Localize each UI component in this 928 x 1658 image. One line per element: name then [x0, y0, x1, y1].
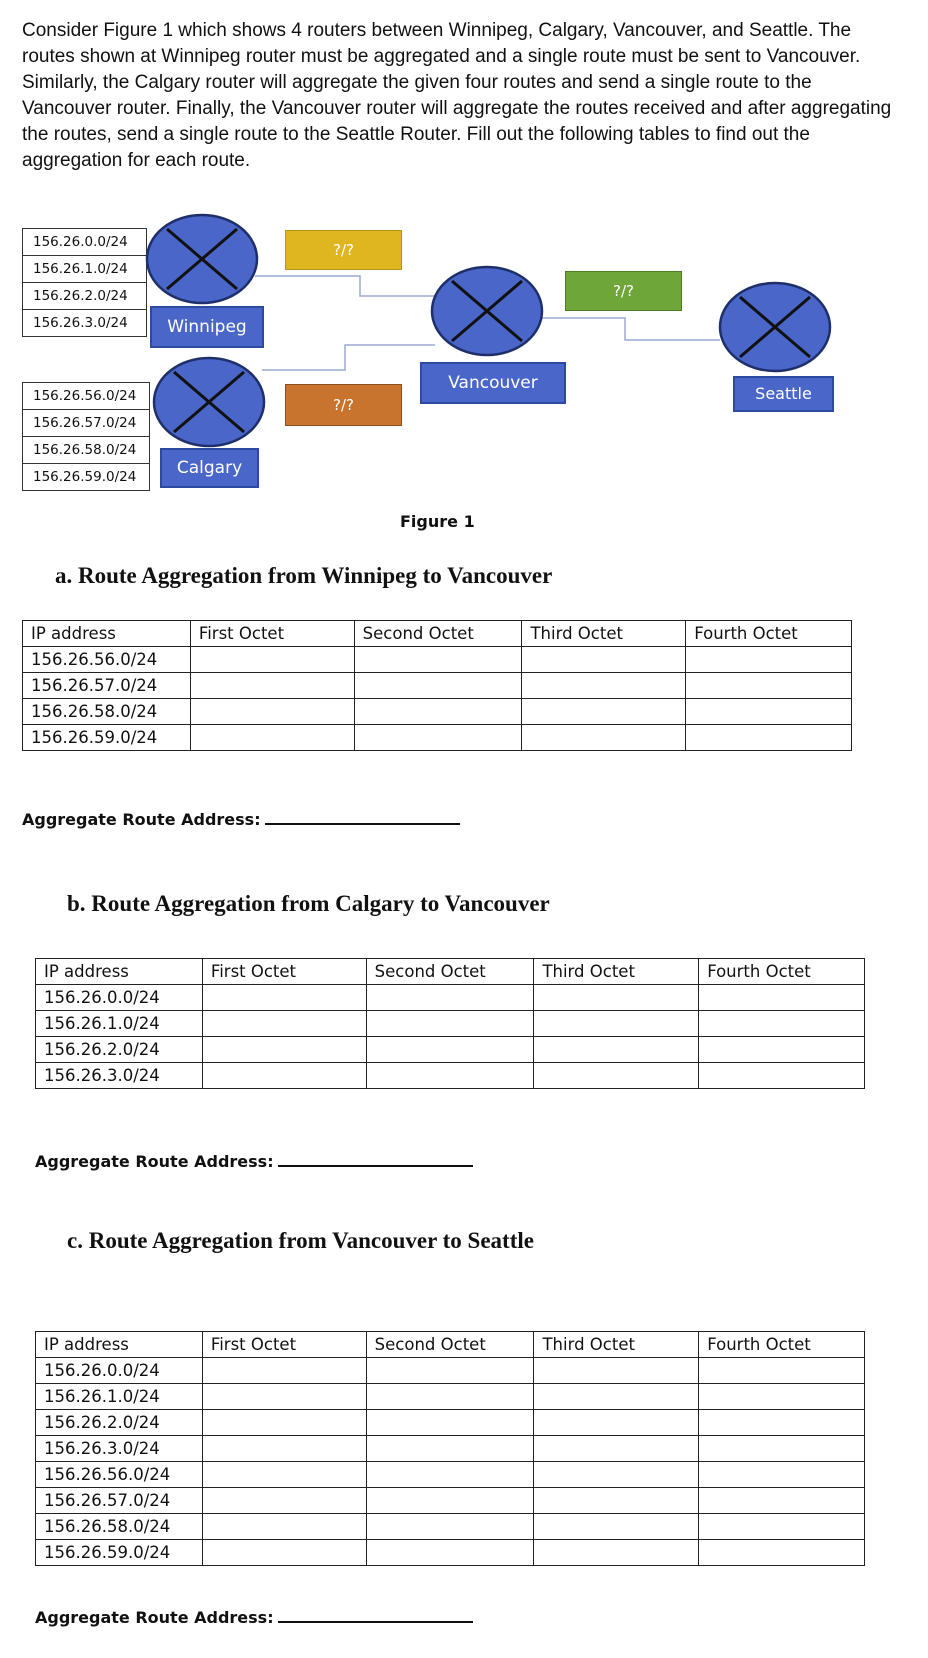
- first-octet-cell[interactable]: [202, 1011, 366, 1037]
- link-winnipeg-vancouver: [255, 276, 435, 296]
- header-third-octet: Third Octet: [534, 959, 699, 985]
- ip-address-cell: 156.26.58.0/24: [36, 1514, 203, 1540]
- header-second-octet: Second Octet: [366, 1332, 534, 1358]
- fourth-octet-cell[interactable]: [686, 673, 852, 699]
- header-ip-address: IP address: [36, 959, 203, 985]
- calgary-route: 156.26.58.0/24: [23, 437, 149, 464]
- header-third-octet: Third Octet: [534, 1332, 699, 1358]
- figure-caption: Figure 1: [400, 512, 475, 531]
- second-octet-cell[interactable]: [366, 1462, 534, 1488]
- third-octet-cell[interactable]: [534, 1462, 699, 1488]
- section-b-title: b. Route Aggregation from Calgary to Vancouver: [67, 891, 550, 916]
- table-row: [23, 699, 852, 725]
- fourth-octet-cell[interactable]: [699, 1384, 865, 1410]
- header-second-octet: Second Octet: [366, 959, 534, 985]
- third-octet-cell[interactable]: [534, 1011, 699, 1037]
- table-row: [36, 1037, 865, 1063]
- first-octet-cell[interactable]: [190, 699, 354, 725]
- section-b-aggregate: [35, 1152, 473, 1171]
- aggregate-answer-blank[interactable]: [278, 1164, 473, 1167]
- first-octet-cell[interactable]: [202, 1384, 366, 1410]
- calgary-router-icon: [152, 355, 267, 450]
- fourth-octet-cell[interactable]: [699, 985, 865, 1011]
- second-octet-cell[interactable]: [366, 1063, 534, 1089]
- first-octet-cell[interactable]: [202, 1358, 366, 1384]
- second-octet-cell[interactable]: [366, 985, 534, 1011]
- second-octet-cell[interactable]: [366, 1384, 534, 1410]
- ip-address-cell: 156.26.57.0/24: [36, 1488, 203, 1514]
- ip-address-cell: 156.26.3.0/24: [36, 1063, 203, 1089]
- aggregate-answer-blank[interactable]: [278, 1620, 473, 1623]
- fourth-octet-cell[interactable]: [699, 1063, 865, 1089]
- first-octet-cell[interactable]: [202, 1436, 366, 1462]
- third-octet-cell[interactable]: [522, 725, 686, 751]
- section-a-title: a. Route Aggregation from Winnipeg to Vancouver: [55, 563, 553, 588]
- aggregate-label: Aggregate Route Address:: [35, 1152, 274, 1171]
- table-header-row: [36, 1332, 865, 1358]
- table-row: [36, 1540, 865, 1566]
- ip-address-cell: 156.26.59.0/24: [23, 725, 191, 751]
- section-b-table: [35, 958, 865, 1089]
- intro-text: Consider Figure 1 which shows 4 routers between Winnipeg, Calgary, Vancouver, and Seattle. The routes shown at Winnipeg router must be aggregated and a single route must be sent to Vancouver. Similarly, the Calgary router will aggregate the given four routes and send a single route to the Vancouver router. Finally, the Vancouver router will aggregate the routes received and after aggregating the routes, send a single route to the Seattle Router. Fill out the following tables to find out the aggregation for each route.: [22, 20, 892, 171]
- calgary-route-list: [22, 382, 150, 491]
- winnipeg-route-list: [22, 228, 147, 337]
- first-octet-cell[interactable]: [202, 1514, 366, 1540]
- winnipeg-route: 156.26.0.0/24: [23, 229, 146, 256]
- second-octet-cell[interactable]: [366, 1436, 534, 1462]
- first-octet-cell[interactable]: [202, 1410, 366, 1436]
- first-octet-cell[interactable]: [202, 1037, 366, 1063]
- table-row: [36, 1384, 865, 1410]
- fourth-octet-cell[interactable]: [699, 1488, 865, 1514]
- second-octet-cell[interactable]: [366, 1514, 534, 1540]
- table-row: [36, 1514, 865, 1540]
- calgary-label: Calgary: [160, 448, 259, 488]
- first-octet-cell[interactable]: [202, 1488, 366, 1514]
- third-octet-cell[interactable]: [522, 673, 686, 699]
- first-octet-cell[interactable]: [190, 647, 354, 673]
- second-octet-cell[interactable]: [366, 1410, 534, 1436]
- winnipeg-aggregate-unknown: ?/?: [285, 230, 402, 270]
- header-ip-address: IP address: [23, 621, 191, 647]
- aggregate-label: Aggregate Route Address:: [22, 810, 261, 829]
- third-octet-cell[interactable]: [534, 1540, 699, 1566]
- calgary-route: 156.26.56.0/24: [23, 383, 149, 410]
- link-calgary-vancouver: [262, 345, 435, 370]
- section-a-aggregate: [22, 810, 460, 829]
- table-row: [36, 985, 865, 1011]
- ip-address-cell: 156.26.1.0/24: [36, 1011, 203, 1037]
- table-row: [36, 1358, 865, 1384]
- winnipeg-route: 156.26.2.0/24: [23, 283, 146, 310]
- second-octet-cell[interactable]: [366, 1540, 534, 1566]
- winnipeg-router-icon: [145, 212, 260, 307]
- table-row: [23, 725, 852, 751]
- ip-address-cell: 156.26.1.0/24: [36, 1384, 203, 1410]
- aggregate-label: Aggregate Route Address:: [35, 1608, 274, 1627]
- winnipeg-label: Winnipeg: [150, 306, 264, 348]
- table-row: [36, 1011, 865, 1037]
- fourth-octet-cell[interactable]: [699, 1011, 865, 1037]
- second-octet-cell[interactable]: [354, 725, 522, 751]
- ip-address-cell: 156.26.2.0/24: [36, 1037, 203, 1063]
- calgary-route: 156.26.59.0/24: [33, 469, 137, 485]
- fourth-octet-cell[interactable]: [699, 1037, 865, 1063]
- first-octet-cell[interactable]: [202, 1540, 366, 1566]
- calgary-aggregate-unknown: ?/?: [285, 384, 402, 426]
- third-octet-cell[interactable]: [522, 699, 686, 725]
- first-octet-cell[interactable]: [202, 1063, 366, 1089]
- table-header-row: [36, 959, 865, 985]
- second-octet-cell[interactable]: [354, 673, 522, 699]
- third-octet-cell[interactable]: [534, 1514, 699, 1540]
- second-octet-cell[interactable]: [354, 699, 522, 725]
- third-octet-cell[interactable]: [534, 1488, 699, 1514]
- ip-address-cell: 156.26.3.0/24: [36, 1436, 203, 1462]
- header-ip-address: IP address: [36, 1332, 203, 1358]
- table-row: [36, 1488, 865, 1514]
- seattle-router-icon: [718, 280, 833, 375]
- fourth-octet-cell[interactable]: [699, 1436, 865, 1462]
- ip-address-cell: 156.26.2.0/24: [36, 1410, 203, 1436]
- header-first-octet: First Octet: [190, 621, 354, 647]
- fourth-octet-cell[interactable]: [686, 647, 852, 673]
- third-octet-cell[interactable]: [534, 1358, 699, 1384]
- fourth-octet-cell[interactable]: [699, 1540, 865, 1566]
- table-row: [23, 647, 852, 673]
- header-first-octet: First Octet: [202, 1332, 366, 1358]
- seattle-label: Seattle: [733, 376, 834, 412]
- header-first-octet: First Octet: [202, 959, 366, 985]
- first-octet-cell[interactable]: [190, 725, 354, 751]
- fourth-octet-cell[interactable]: [699, 1462, 865, 1488]
- ip-address-cell: 156.26.59.0/24: [36, 1540, 203, 1566]
- second-octet-cell[interactable]: [354, 647, 522, 673]
- second-octet-cell[interactable]: [366, 1011, 534, 1037]
- second-octet-cell[interactable]: [366, 1488, 534, 1514]
- header-third-octet: Third Octet: [522, 621, 686, 647]
- header-fourth-octet: Fourth Octet: [699, 1332, 865, 1358]
- calgary-route: 156.26.57.0/24: [23, 410, 149, 437]
- vancouver-aggregate-unknown: ?/?: [565, 271, 682, 311]
- ip-address-cell: 156.26.58.0/24: [23, 699, 191, 725]
- ip-address-cell: 156.26.57.0/24: [23, 673, 191, 699]
- first-octet-cell[interactable]: [202, 1462, 366, 1488]
- link-vancouver-seattle: [540, 318, 720, 340]
- header-fourth-octet: Fourth Octet: [686, 621, 852, 647]
- fourth-octet-cell[interactable]: [686, 699, 852, 725]
- fourth-octet-cell[interactable]: [686, 725, 852, 751]
- third-octet-cell[interactable]: [522, 647, 686, 673]
- third-octet-cell[interactable]: [534, 1436, 699, 1462]
- second-octet-cell[interactable]: [366, 1358, 534, 1384]
- section-c-aggregate: [35, 1608, 473, 1627]
- aggregate-answer-blank[interactable]: [265, 822, 460, 825]
- third-octet-cell[interactable]: [534, 1037, 699, 1063]
- winnipeg-route: 156.26.1.0/24: [23, 256, 146, 283]
- header-second-octet: Second Octet: [354, 621, 522, 647]
- section-c-title: c. Route Aggregation from Vancouver to Seattle: [67, 1228, 534, 1253]
- ip-address-cell: 156.26.56.0/24: [36, 1462, 203, 1488]
- section-a-table: [22, 620, 852, 751]
- third-octet-cell[interactable]: [534, 1384, 699, 1410]
- table-row: [36, 1410, 865, 1436]
- fourth-octet-cell[interactable]: [699, 1410, 865, 1436]
- fourth-octet-cell[interactable]: [699, 1358, 865, 1384]
- ip-address-cell: 156.26.0.0/24: [36, 1358, 203, 1384]
- ip-address-cell: 156.26.56.0/24: [23, 647, 191, 673]
- second-octet-cell[interactable]: [366, 1037, 534, 1063]
- first-octet-cell[interactable]: [190, 673, 354, 699]
- ip-address-cell: 156.26.0.0/24: [36, 985, 203, 1011]
- table-header-row: [23, 621, 852, 647]
- third-octet-cell[interactable]: [534, 985, 699, 1011]
- table-row: [23, 673, 852, 699]
- third-octet-cell[interactable]: [534, 1410, 699, 1436]
- header-fourth-octet: Fourth Octet: [699, 959, 865, 985]
- vancouver-label: Vancouver: [420, 362, 566, 404]
- third-octet-cell[interactable]: [534, 1063, 699, 1089]
- first-octet-cell[interactable]: [202, 985, 366, 1011]
- table-row: [36, 1462, 865, 1488]
- fourth-octet-cell[interactable]: [699, 1514, 865, 1540]
- table-row: [36, 1063, 865, 1089]
- table-row: [36, 1436, 865, 1462]
- section-c-table: [35, 1331, 865, 1566]
- vancouver-router-icon: [430, 264, 545, 359]
- winnipeg-route: 156.26.3.0/24: [33, 315, 128, 331]
